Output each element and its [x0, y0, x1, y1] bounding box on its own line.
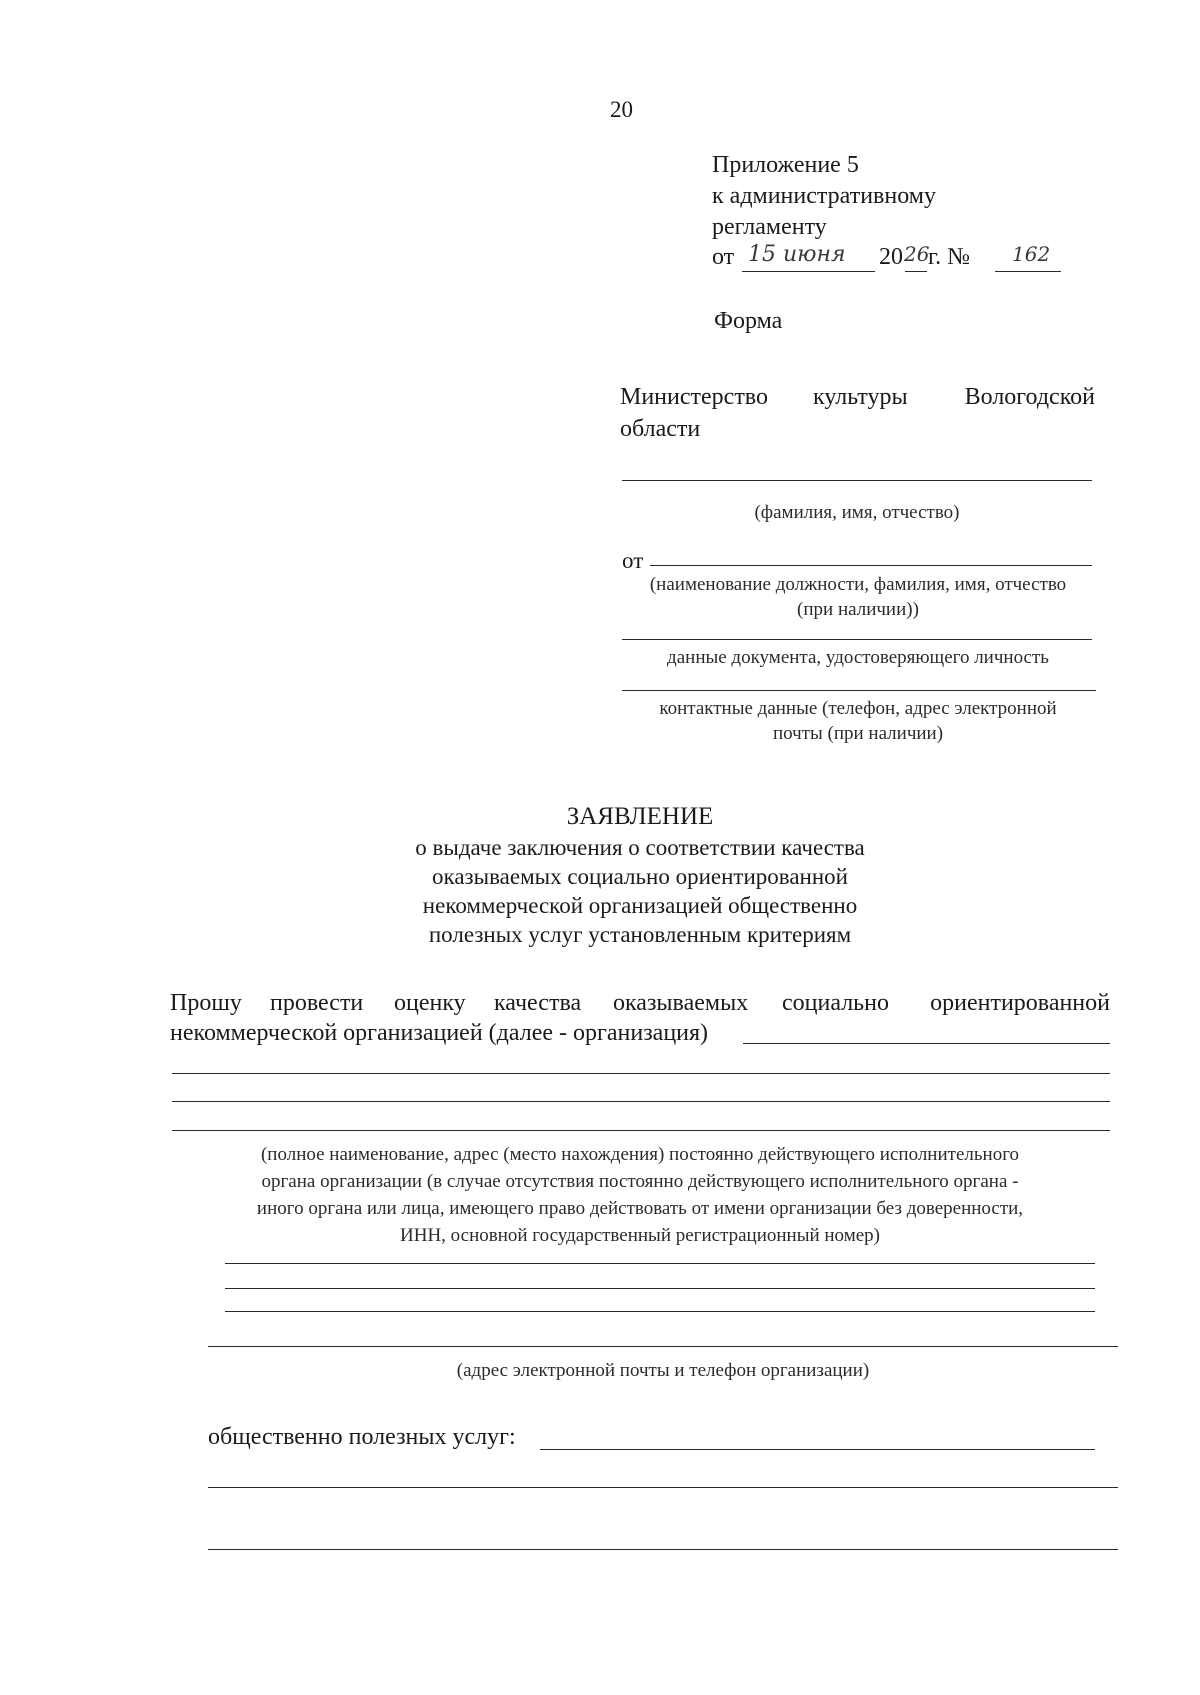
addressee-line1: Министерство культуры Вологодской	[620, 384, 1095, 410]
from-line	[650, 565, 1092, 566]
year-prefix: 20	[879, 244, 903, 270]
year-handwritten: 26	[904, 242, 930, 266]
caption-contacts: контактные данные (телефон, адрес электронной почты (при наличии)	[659, 698, 1057, 744]
number-handwritten: 162	[1012, 242, 1051, 266]
org-line-4	[225, 1263, 1095, 1264]
caption-position: (наименование должности, фамилия, имя, отчество (при наличии))	[649, 574, 1067, 620]
caption-org: (полное наименование, адрес (место нахождения) постоянно действующего исполнительного органа организации (в случае отсутствия постоянно действующего исполнительного органа - иного органа или лица, имеющего право действовать от имени организации без доверенности, ИНН, основной государственный регистрационный номер)	[256, 1144, 1024, 1246]
caption-email: (адрес электронной почты и телефон организации)	[456, 1360, 870, 1381]
addressee-line2: области	[620, 416, 701, 442]
page-number: 20	[610, 97, 633, 122]
title-sub-3: некоммерческой организацией общественно	[422, 893, 858, 918]
org-line-3	[172, 1130, 1110, 1131]
year-underline	[905, 271, 927, 272]
services-line-1	[208, 1487, 1118, 1488]
appendix-date-row	[712, 244, 1072, 278]
id-doc-line	[622, 639, 1092, 640]
org-line-0	[743, 1043, 1110, 1044]
title-sub-2: оказываемых социально ориентированной	[432, 864, 848, 889]
from-label: от	[622, 548, 644, 573]
org-line-1	[172, 1073, 1110, 1074]
date-from-prefix: от	[712, 244, 735, 270]
org-line-6	[225, 1311, 1095, 1312]
services-line-0	[540, 1449, 1095, 1450]
title-sub-4: полезных услуг установленным критериям	[428, 922, 852, 947]
title-main: ЗАЯВЛЕНИЕ	[566, 803, 714, 830]
caption-fio: (фамилия, имя, отчество)	[754, 502, 960, 523]
appendix-line2: к административному	[712, 183, 936, 209]
title-sub-1: о выдаче заключения о соответствии качества	[415, 835, 865, 860]
services-label: общественно полезных услуг:	[208, 1424, 516, 1450]
email-line	[208, 1346, 1118, 1347]
body-line-1: Прошу провести оценку качества оказываемых социально ориентированной	[170, 990, 1110, 1016]
body-line-2: некоммерческой организацией (далее - организация)	[170, 1020, 709, 1046]
date-underline	[742, 271, 875, 272]
appendix-block	[712, 150, 936, 243]
org-line-5	[225, 1288, 1095, 1289]
number-prefix: г. №	[928, 244, 971, 270]
number-underline	[995, 271, 1061, 272]
caption-id-doc: данные документа, удостоверяющего личность	[667, 647, 1049, 668]
appendix-title: Приложение 5	[712, 152, 859, 178]
form-label: Форма	[714, 308, 783, 334]
appendix-line3: регламенту	[712, 214, 827, 240]
date-handwritten: 15 июня	[748, 242, 846, 267]
contacts-line	[622, 690, 1096, 691]
services-line-2	[208, 1549, 1118, 1550]
org-line-2	[172, 1101, 1110, 1102]
fio-line	[622, 480, 1092, 481]
document-title	[280, 801, 1000, 949]
